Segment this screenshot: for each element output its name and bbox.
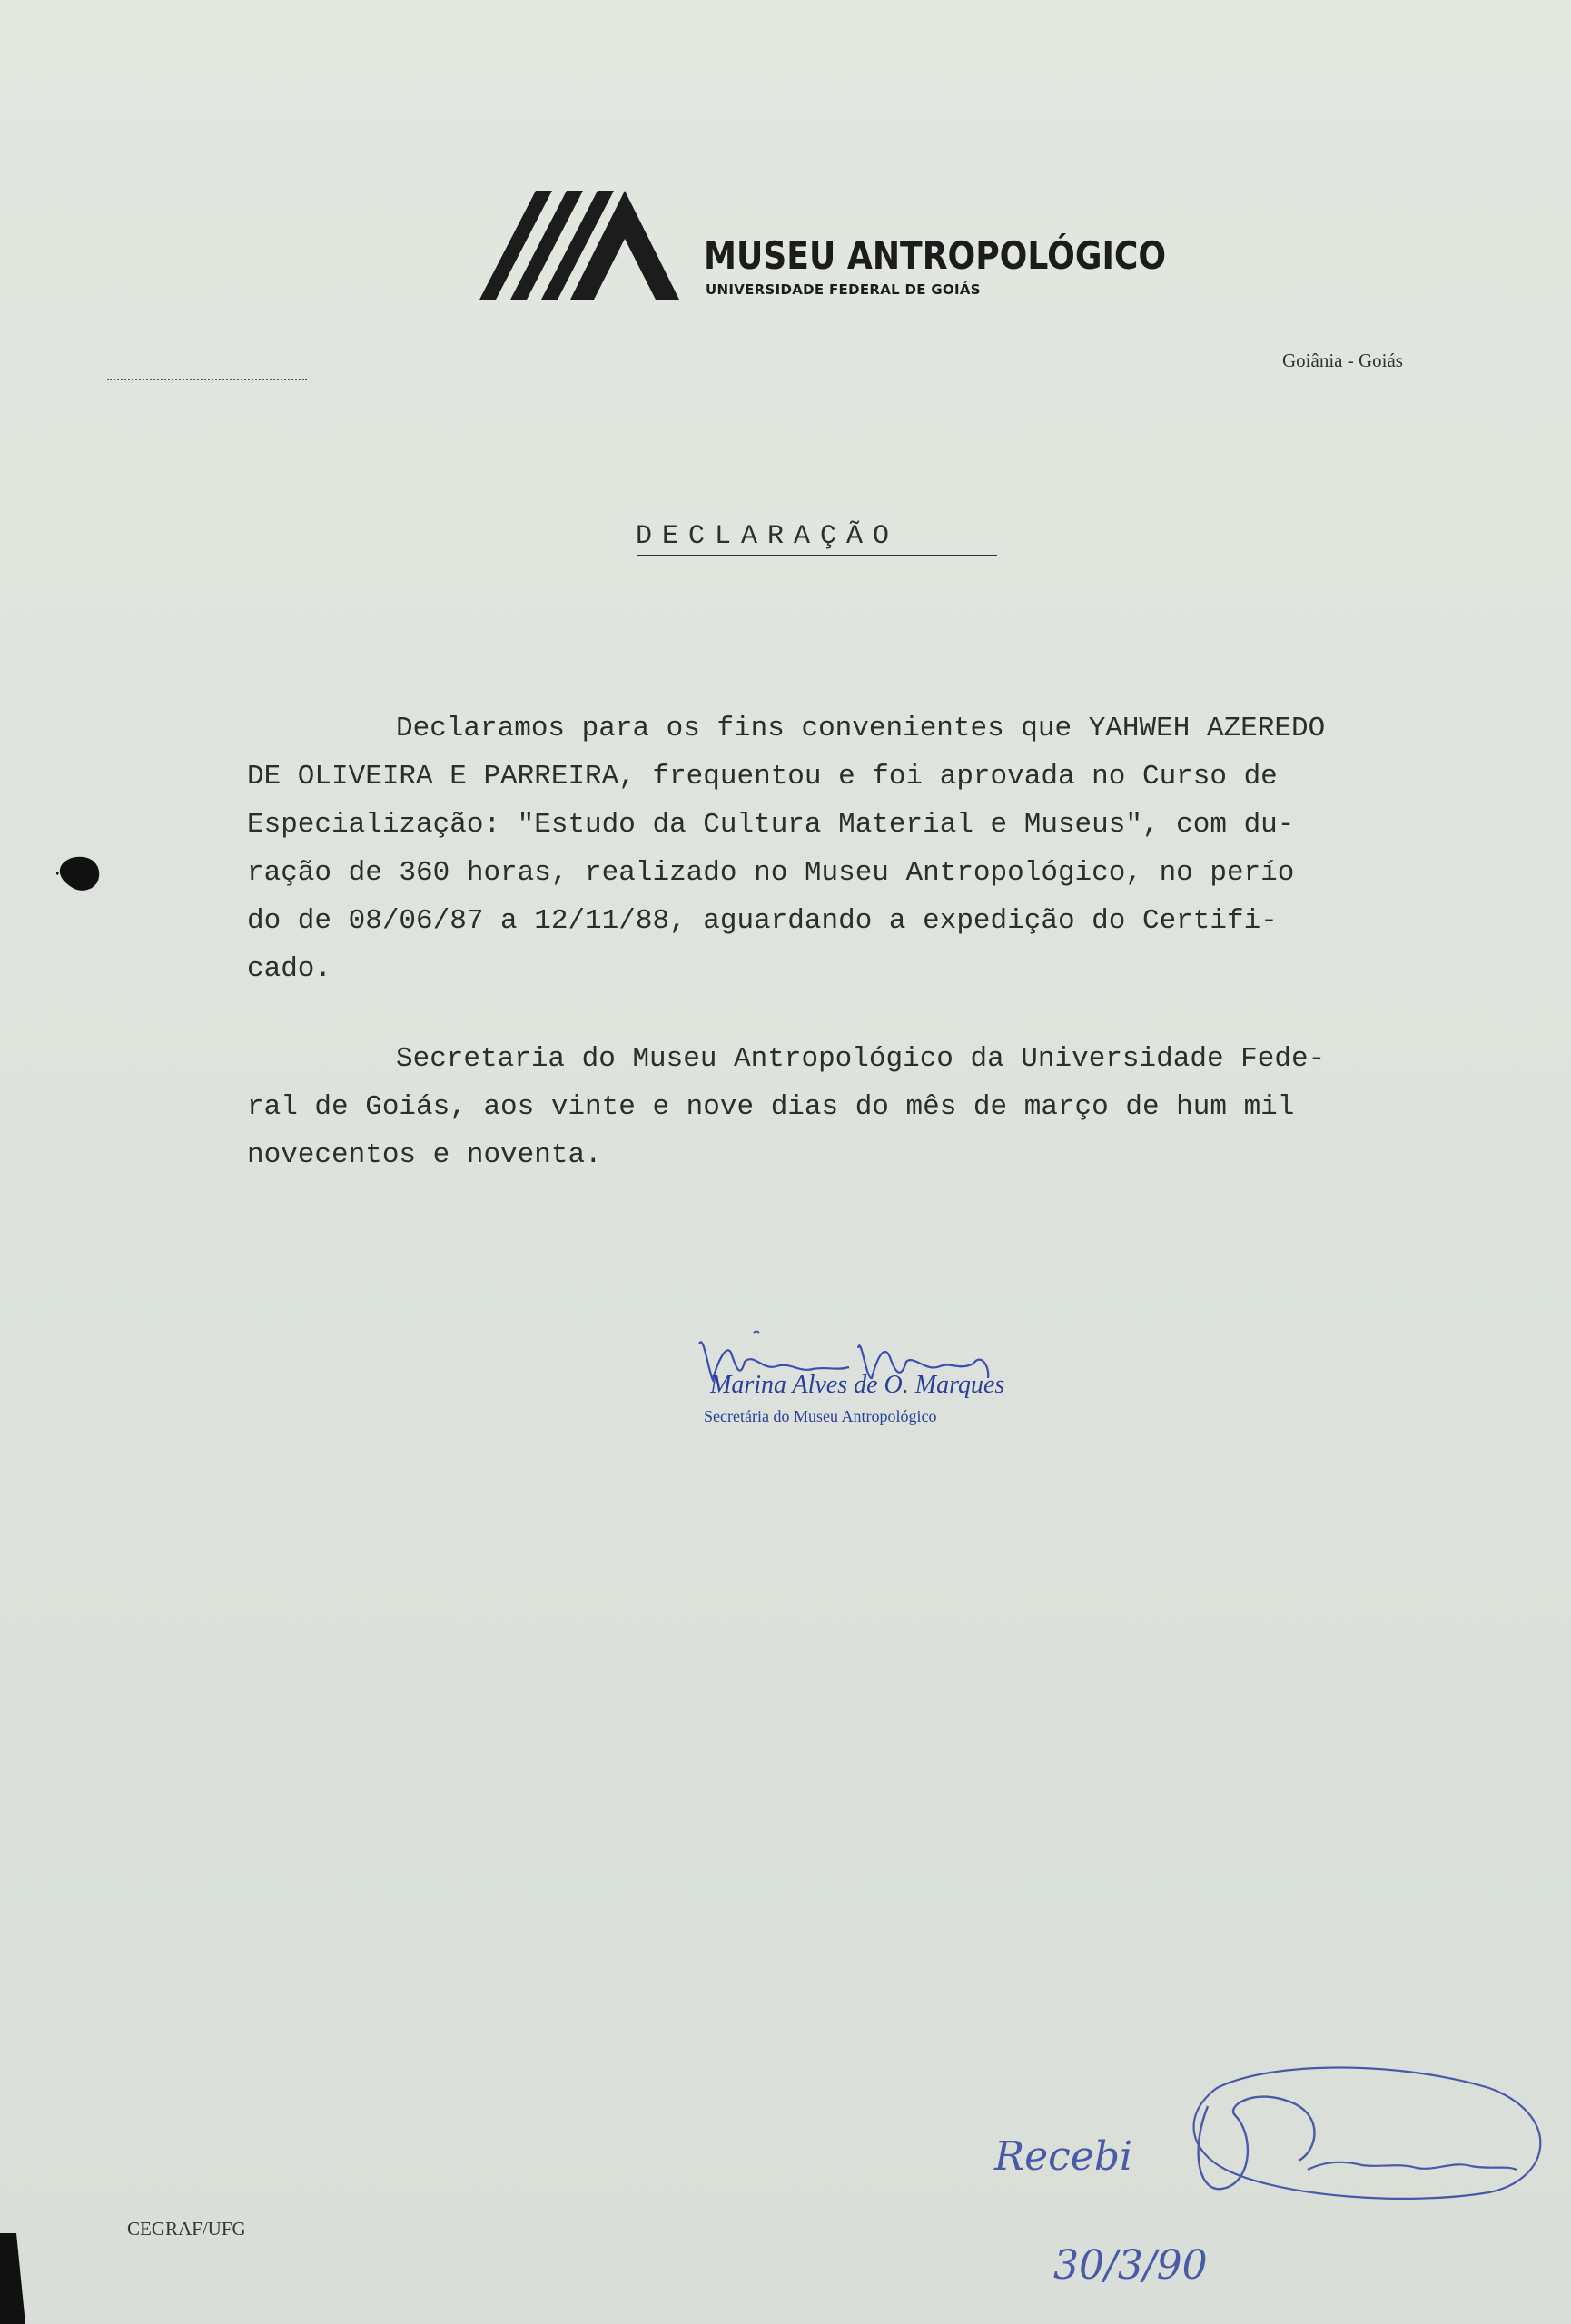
document-title: DECLARAÇÃO — [636, 521, 900, 552]
signatory-name: Marina Alves de O. Marques — [710, 1371, 1005, 1399]
title-underline — [637, 555, 997, 556]
text-line: ração de 360 horas, realizado no Museu Antropológico, no perío — [247, 857, 1295, 889]
signatory-role: Secretária do Museu Antropológico — [704, 1407, 937, 1425]
museum-logo — [479, 186, 1388, 304]
printer-footer: CEGRAF/UFG — [127, 2218, 246, 2240]
receipt-date: 30/3/90 — [1053, 2242, 1208, 2289]
receipt-text: Recebi — [994, 2133, 1133, 2180]
text-line: Declaramos para os fins convenientes que YAHWEH AZEREDO — [396, 713, 1326, 744]
museum-logo-icon — [479, 186, 697, 304]
text-line: do de 08/06/87 a 12/11/88, aguardando a expedição do Certifi- — [247, 905, 1278, 937]
paragraph-declaration — [247, 704, 1455, 993]
text-line: cado. — [247, 953, 332, 985]
logo-title: MUSEU ANTROPOLÓGICO — [704, 233, 1167, 278]
text-line: Especialização: "Estudo da Cultura Material e Museus", com du- — [247, 809, 1295, 841]
text-line: ral de Goiás, aos vinte e nove dias do mês de março de hum mil — [247, 1091, 1295, 1123]
edge-scan-mark — [0, 2233, 25, 2324]
place-label: Goiânia - Goiás — [1282, 350, 1403, 371]
handwritten-receipt-note — [981, 2052, 1571, 2297]
ink-blot-mark — [56, 853, 104, 893]
text-line: DE OLIVEIRA E PARREIRA, frequentou e foi aprovada no Curso de — [247, 761, 1278, 793]
text-line: Secretaria do Museu Antropológico da Universidade Fede- — [396, 1043, 1326, 1075]
logo-subtitle: UNIVERSIDADE FEDERAL DE GOIÁS — [706, 281, 981, 298]
paragraph-closing — [247, 1035, 1455, 1179]
dotted-reference-line — [107, 379, 307, 380]
text-line: novecentos e noventa. — [247, 1139, 602, 1171]
